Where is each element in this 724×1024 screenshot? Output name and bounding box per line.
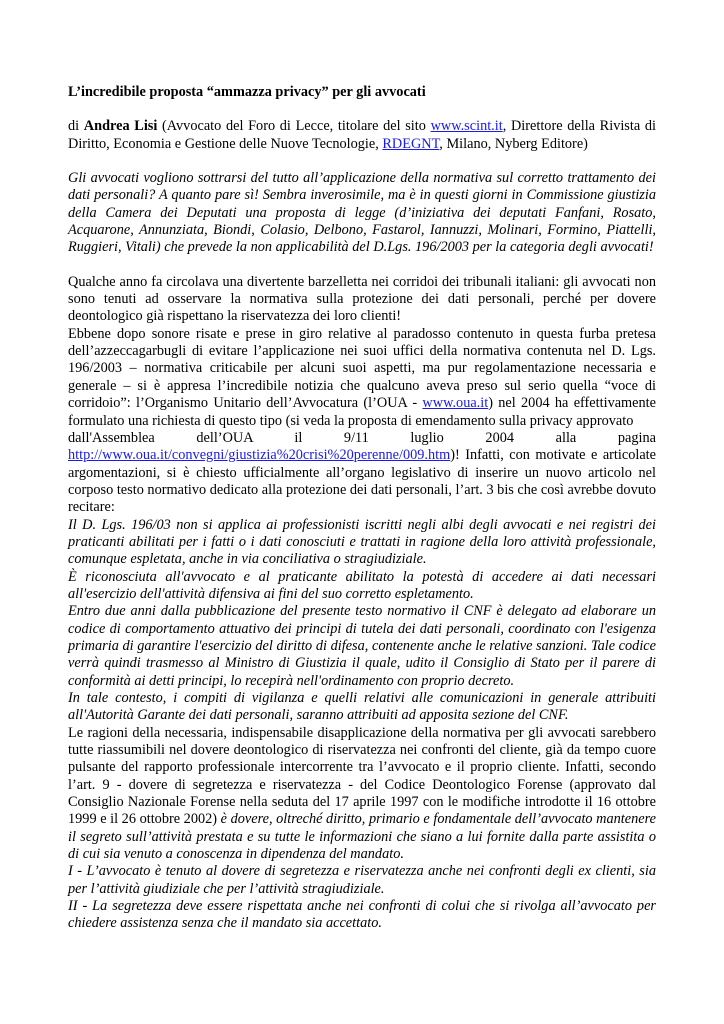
paragraph-3-text: Le ragioni della necessaria, indispensabile disapplicazione della normativa per gli avvocati sarebbero tutte riassumibili nel dovere deontologico di riservatezza nei confronti del cliente, già da tempo cuore pulsante del rapporto professionale intercorrente tra l’avvocato e il proprio cliente. Infatti, secondo l’art. 9 - dovere di segretezza e riservatezza - del Codice Deontologico Forense (approvato dal Consiglio Nazionale Forense nella seduta del 17 aprile 1997 con le modifiche introdotte il 16 ottobre 1999 e il 26 ottobre 2002) <box>68 724 656 828</box>
byline <box>68 118 656 153</box>
byline-text-2: , Direttore della Rivista di Diritto, Economia e Gestione delle Nuove Tecnologie, <box>68 118 656 152</box>
byline-prefix: di <box>68 118 84 135</box>
article-title: L’incredibile proposta “ammazza privacy” per gli avvocati <box>68 84 426 100</box>
author-name: Andrea Lisi <box>83 118 158 135</box>
byline-text-1: (Avvocato del Foro di Lecce, titolare del sito <box>157 118 431 135</box>
document-page <box>68 84 656 933</box>
oua-page-link[interactable]: http://www.oua.it/convegni/giustizia%20crisi%20perenne/009.htm <box>68 447 451 464</box>
intro-paragraph: Gli avvocati vogliono sottrarsi del tutto all’applicazione della normativa sul corretto trattamento dei dati personali? A quanto pare sì! Sembra inverosimile, ma è in questi giorni in Commissione giustizia della Camera dei Deputati una proposta di legge (d’iniziativa dei deputati Fanfani, Rosato, Acquarone, Annunziata, Biondi, Colasio, Delbono, Fastarol, Iannuzzi, Molinari, Formino, Piattelli, Ruggieri, Vitali) che prevede la non applicabilità del D.Lgs. 196/2003 per la categoria degli avvocati! <box>68 170 656 256</box>
rdegnt-link[interactable]: RDEGNT <box>382 135 440 152</box>
spacer <box>68 153 656 170</box>
spacer <box>68 101 656 118</box>
oua-link[interactable]: www.oua.it <box>422 395 489 412</box>
rule-2: II - La segretezza deve essere rispettata anche nei confronti di colui che si rivolga all’avvocato per chiedere assistenza senza che il mandato sia accettato. <box>68 898 656 932</box>
quote-paragraph-1: Il D. Lgs. 196/03 non si applica ai professionisti iscritti negli albi degli avvocati e nei registri dei praticanti abilitati per i fatti o i dati conosciuti e trattati in ragione della loro attività professionale, comunque espletata, anche in via conciliativa o stragiudiziale. <box>68 516 656 568</box>
byline-text-3: , Milano, Nyberg Editore) <box>439 135 588 152</box>
paragraph-2-spread-line: dall'Assemblea dell’OUA il 9/11 luglio 2004 alla pagina <box>68 429 656 446</box>
quote-paragraph-4: In tale contesto, i compiti di vigilanza e quelli relativi alle comunicazioni in generale attribuiti all'Autorità Garante dei dati personali, saranno attribuiti ad apposita sezione del CNF. <box>68 690 656 724</box>
quote-paragraph-2: È riconosciuta all'avvocato e al praticante abilitato la potestà di accedere ai dati necessari all'esercizio dell'attività difensiva ai fini del suo corretto espletamento. <box>68 568 656 602</box>
rule-1: I - L’avvocato è tenuto al dovere di segretezza e riservatezza anche nei confronti degli ex clienti, sia per l’attività giudiziale che per l’attività stragiudiziale. <box>68 863 656 897</box>
spacer <box>68 257 656 274</box>
paragraph-3-italic: è dovere, oltreché diritto, primario e fondamentale dell’avvocato mantenere il segreto sull’attività prestata e su tutte le informazioni che siano a lui fornite dalla parte assistita o di cui sia venuto a conoscenza in dipendenza del mandato. <box>68 811 656 863</box>
scint-link[interactable]: www.scint.it <box>430 118 503 135</box>
quote-paragraph-3: Entro due anni dalla pubblicazione del presente testo normativo il CNF è delegato ad elaborare un codice di comportamento attuativo dei principi di tutela dei dati personali, coordinato con l'esigenza primaria di garantire l'esercizio del diritto di difesa, contenente anche le relative sanzioni. Tale codice verrà quindi trasmesso al Ministro di Giustizia il quale, udito il Consiglio di Stato per il parere di conformità ai detti principi, lo recepirà nell'ordinamento con proprio decreto. <box>68 603 656 689</box>
paragraph-2-text-1: Ebbene dopo sonore risate e prese in giro relative al paradosso contenuto in questa furba pretesa dell’azzeccagarbugli di evitare l’applicazione nei suoi uffici della normativa contenuta nel D. Lgs. 196/2003 – normativa criticabile per alcuni suoi aspetti, ma pur regolamentazione necessaria e generale – si è appresa l’incredibile notizia che qualcuno aveva preso sul serio quella “voce di corridoio”: l’Organismo Unitario dell’Avvocatura (l’OUA - <box>68 325 656 412</box>
paragraph-2 <box>68 326 656 430</box>
paragraph-1: Qualche anno fa circolava una divertente barzelletta nei corridoi dei tribunali italiani: gli avvocati non sono tenuti ad osservare la normativa sulla protezione dei dati personali, perché per dovere deontologico già rispettano la riservatezza dei loro clienti! <box>68 273 656 325</box>
paragraph-3 <box>68 725 656 864</box>
paragraph-2-text-3: )! Infatti, con motivate e articolate argomentazioni, si è chiesto ufficialmente all’organo legislativo di inserire un nuovo articolo nel corposo testo normativo dedicato alla protezione dei dati personali, l’art. 3 bis che così avrebbe dovuto recitare: <box>68 447 656 516</box>
paragraph-2-cont <box>68 447 656 516</box>
paragraph-2-text-2: ) nel 2004 ha effettivamente formulato una richiesta di questo tipo (si veda la proposta di emendamento sulla privacy approvato <box>68 395 656 429</box>
